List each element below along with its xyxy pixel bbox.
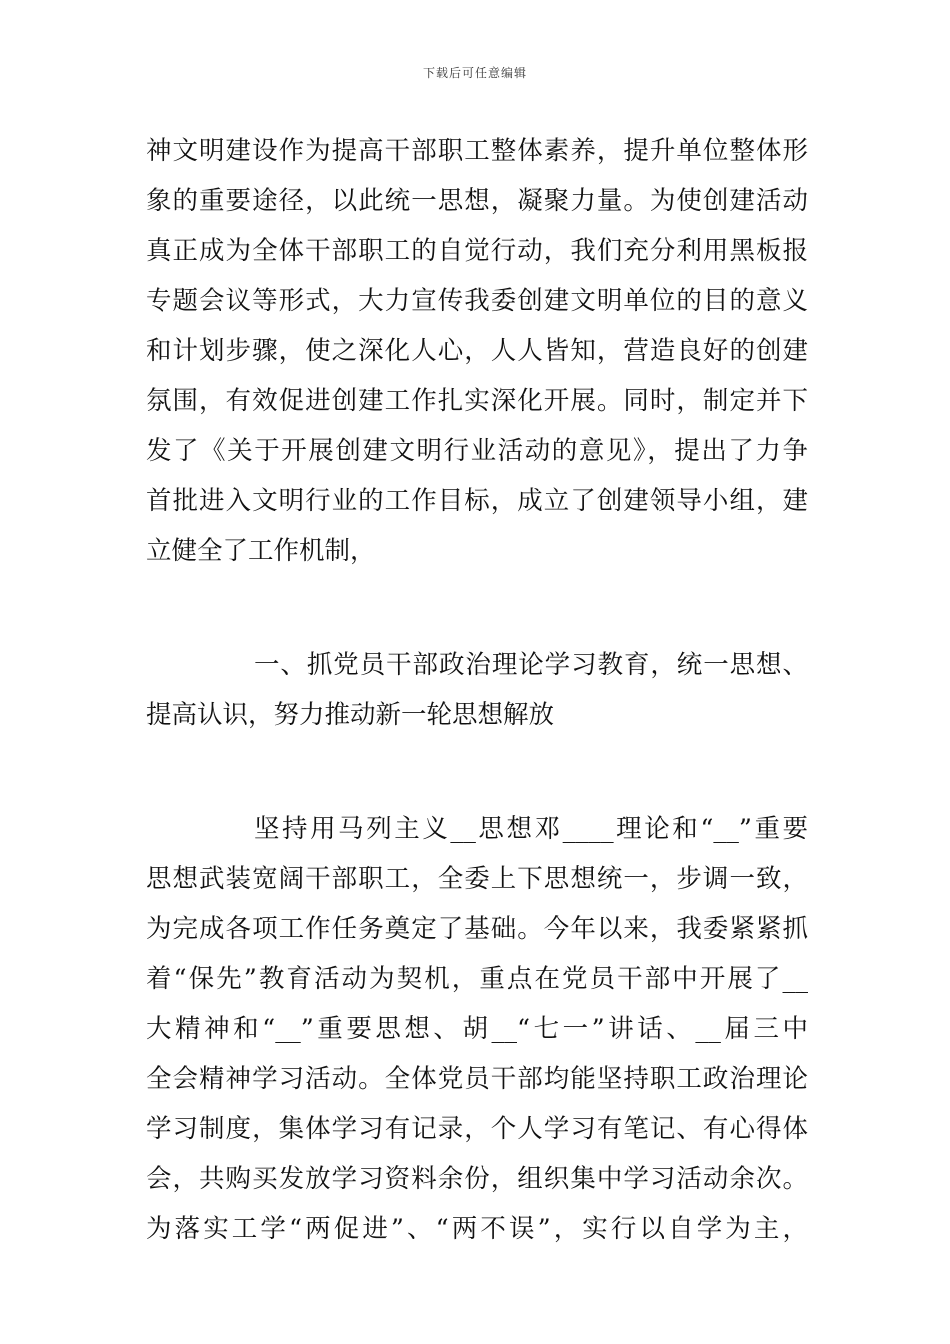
text-line: 专题会议等形式，大力宣传我委创建文明单位的目的意义: [146, 286, 808, 316]
paragraph-gap: [146, 576, 808, 640]
paragraph-3: [146, 804, 808, 1254]
document-body: [146, 126, 808, 1254]
text-line: 坚持用马列主义__思想邓____理论和“__”重要: [254, 814, 808, 844]
text-line: 为完成各项工作任务奠定了基础。今年以来，我委紧紧抓: [146, 914, 808, 944]
text-line: 大精神和“__”重要思想、胡__“七一”讲话、__届三中: [146, 1014, 808, 1044]
text-line: 象的重要途径，以此统一思想，凝聚力量。为使创建活动: [146, 186, 808, 216]
text-line: 会，共购买发放学习资料余份，组织集中学习活动余次。: [146, 1164, 808, 1194]
text-line: 立健全了工作机制，: [146, 536, 376, 566]
text-line: 为落实工学“两促进”、“两不误”，实行以自学为主，: [146, 1214, 808, 1244]
page-header: 下载后可任意编辑: [422, 66, 527, 80]
text-line: 思想武装宽阔干部职工，全委上下思想统一，步调一致，: [146, 864, 808, 894]
text-line: 发了《关于开展创建文明行业活动的意见》，提出了力争: [146, 436, 808, 466]
paragraph-1: [146, 126, 808, 576]
section-heading: [146, 640, 808, 740]
text-line: 学习制度，集体学习有记录，个人学习有笔记、有心得体: [146, 1114, 808, 1144]
text-line: 提高认识，努力推动新一轮思想解放: [146, 700, 555, 730]
text-line: 全会精神学习活动。全体党员干部均能坚持职工政治理论: [146, 1064, 808, 1094]
text-line: 首批进入文明行业的工作目标，成立了创建领导小组，建: [146, 486, 808, 516]
text-line: 着“保先”教育活动为契机，重点在党员干部中开展了__: [146, 964, 808, 994]
text-line: 和计划步骤，使之深化人心，人人皆知，营造良好的创建: [146, 336, 808, 366]
text-line: 神文明建设作为提高干部职工整体素养，提升单位整体形: [146, 136, 808, 166]
text-line: 氛围，有效促进创建工作扎实深化开展。同时，制定并下: [146, 386, 808, 416]
text-line: 真正成为全体干部职工的自觉行动，我们充分利用黑板报: [146, 236, 808, 266]
paragraph-gap: [146, 740, 808, 804]
text-line: 一、抓党员干部政治理论学习教育，统一思想、: [254, 650, 808, 680]
